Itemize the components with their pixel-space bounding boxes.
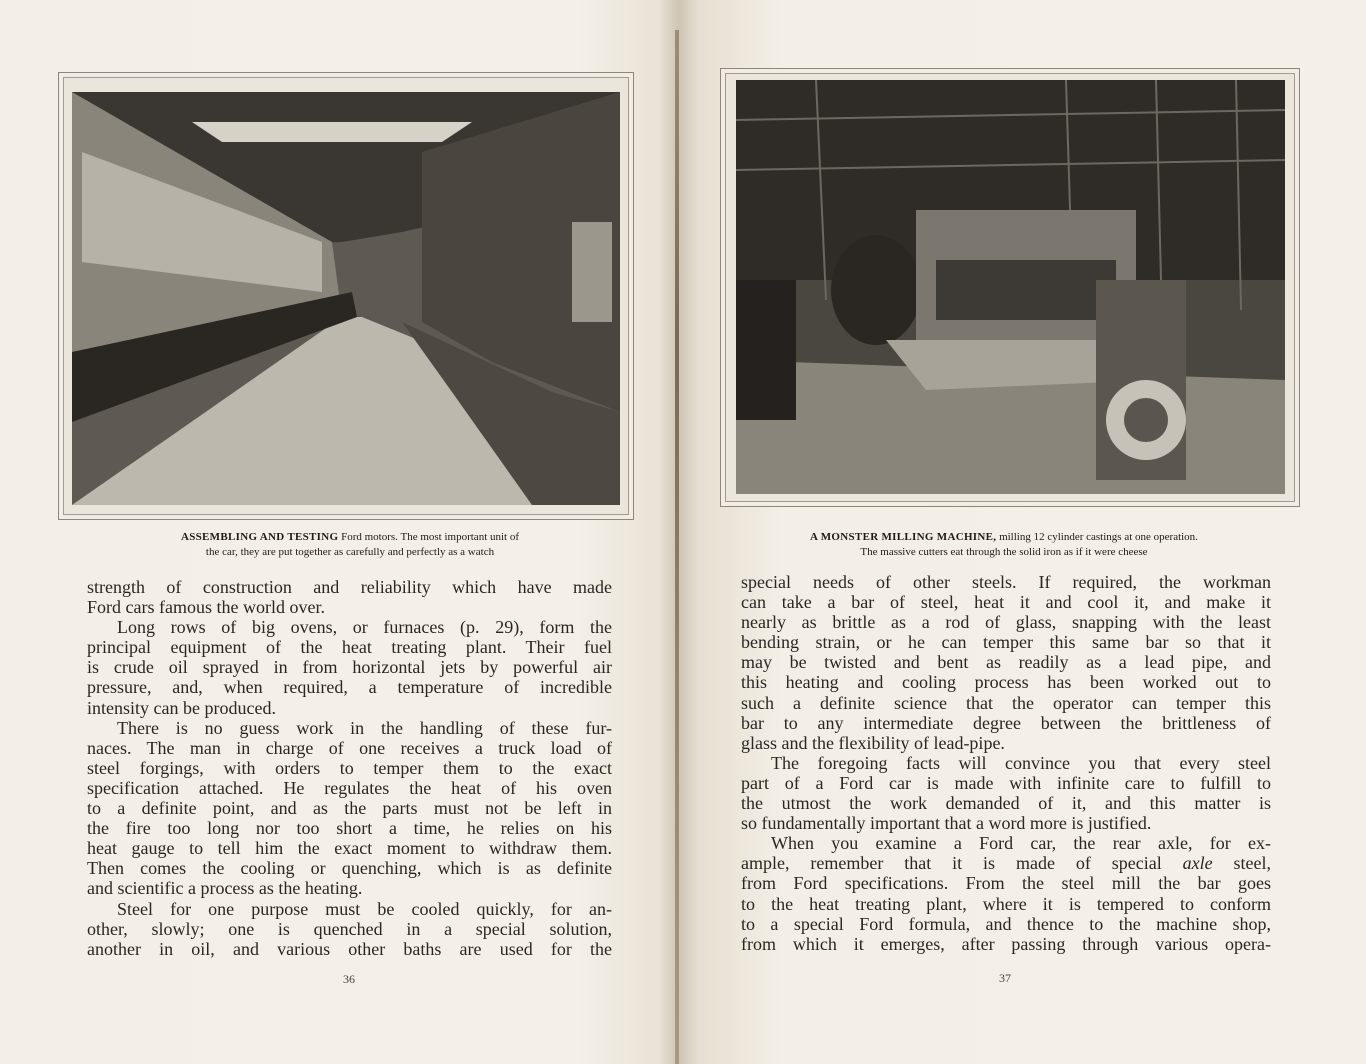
text-line: specification attached. He regulates the heat of his oven [87, 777, 612, 798]
right-page [678, 0, 1366, 1064]
text-line: glass and the flexibility of lead-pipe. [741, 732, 1005, 753]
text-line: and scientific a process as the heating. [87, 878, 363, 899]
text-line: part of a Ford car is made with infinite care to fulfill to [741, 772, 1271, 793]
text-line: from Ford specifications. From the steel mill the bar goes [741, 873, 1271, 894]
text-line: may be twisted and bent as readily as a lead pipe, and [741, 652, 1271, 673]
text-line: When you examine a Ford car, the rear axle, for ex- [771, 833, 1271, 854]
text-line: bar to any intermediate degree between the brittleness of [741, 712, 1271, 733]
assembly-line-photo [72, 92, 620, 505]
text-line: principal equipment of the heat treating plant. Their fuel [87, 637, 612, 658]
text-line: the utmost the work demanded of it, and this matter is [741, 793, 1271, 814]
text-line: other, slowly; one is quenched in a special solution, [87, 918, 612, 939]
text-line: Then comes the cooling or quenching, which is as definite [87, 858, 612, 879]
text-line: ample, remember that it is made of special axle steel, [741, 853, 1271, 874]
text-line: the fire too long nor too short a time, he relies on his [87, 818, 612, 839]
text-line: intensity can be produced. [87, 697, 276, 718]
text-line: strength of construction and reliability which have made [87, 577, 612, 597]
text-line: The foregoing facts will convince you that every steel [771, 752, 1271, 773]
caption-text: Ford motors. The most important unit of [338, 531, 520, 543]
caption-title: A MONSTER MILLING MACHINE, [810, 531, 997, 543]
left-page [0, 0, 678, 1064]
caption-text-line-2: the car, they are put together as carefully and perfectly as a watch [205, 546, 495, 558]
text-line: so fundamentally important that a word more is justified. [741, 813, 1152, 834]
text-line: pressure, and, when required, a temperature of incredible [87, 677, 612, 698]
text-line: this heating and cooling process has been worked out to [741, 672, 1271, 693]
page-number: 37 [999, 971, 1011, 985]
text-line: from which it emerges, after passing through various opera- [741, 933, 1271, 954]
text-line: nearly as brittle as a rod of glass, snapping with the least [741, 612, 1271, 633]
text-line: Ford cars famous the world over. [87, 597, 325, 618]
text-line: is crude oil sprayed in from horizontal jets by powerful air [87, 657, 612, 678]
text-line: can take a bar of steel, heat it and cool it, and make it [741, 592, 1271, 613]
caption-text-line-2: The massive cutters eat through the solid iron as if it were cheese [860, 546, 1148, 558]
milling-machine-photo [736, 80, 1285, 494]
book-spine [675, 30, 679, 1064]
text-line: steel forgings, with orders to temper them to the exact [87, 757, 612, 778]
text-line: Steel for one purpose must be cooled quickly, for an- [117, 898, 612, 919]
italic-word: axle [1182, 853, 1213, 874]
text-line: to a special Ford formula, and thence to the machine shop, [741, 913, 1271, 934]
text-line: naces. The man in charge of one receives a truck load of [87, 737, 612, 758]
text-line: There is no guess work in the handling of these fur- [117, 717, 612, 738]
body-text [741, 572, 1271, 954]
photo-caption [726, 530, 1282, 560]
text-line: heat gauge to tell him the exact moment to withdraw them. [87, 838, 612, 859]
text-line: to a definite point, and as the parts must not be left in [87, 798, 612, 819]
caption-title: ASSEMBLING AND TESTING [180, 531, 339, 543]
text-line: bending strain, or he can temper this same bar so that it [741, 632, 1271, 653]
page-number: 36 [343, 972, 355, 986]
text-line: to the heat treating plant, where it is tempered to conform [741, 893, 1271, 914]
text-line: another in oil, and various other baths are used for the [87, 938, 612, 959]
body-text [87, 577, 612, 959]
photo-caption [88, 530, 612, 560]
text-line: Long rows of big ovens, or furnaces (p. 29), form the [117, 617, 612, 638]
text-line: special needs of other steels. If required, the workman [741, 572, 1271, 592]
caption-text: milling 12 cylinder castings at one operation. [996, 531, 1198, 543]
text-line: such a definite science that the operator can temper this [741, 692, 1271, 713]
